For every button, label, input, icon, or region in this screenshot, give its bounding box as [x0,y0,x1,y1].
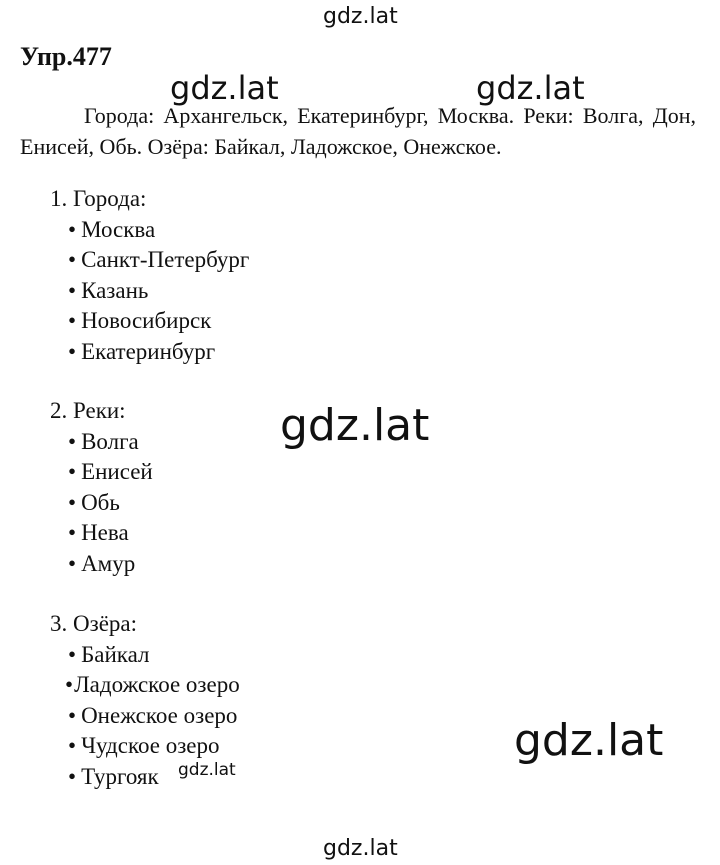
list-item-label: Казань [81,277,149,303]
list-item [50,670,240,701]
list-item-label: Москва [81,216,156,242]
bullet-glyph: • [68,763,77,789]
list-item-label: Нева [81,520,129,545]
watermark-middle: gdz.lat [280,400,430,451]
bullet-glyph: • [68,733,77,758]
bullet-glyph: • [68,428,77,454]
bullet-glyph: • [65,672,74,697]
list-item-label: Екатеринбург [81,338,216,364]
list-item-label: Чудское озеро [81,733,220,758]
watermark-header-right: gdz.lat [476,69,585,107]
list-item-label: Тургояк [81,763,159,789]
list-item-label: Байкал [81,641,150,667]
watermark-bottom-right: gdz.lat [514,715,664,766]
section-heading: 2. Реки: [50,398,126,423]
watermark-footer: gdz.lat [323,836,398,861]
list-item [50,306,249,337]
list-item-label: Волга [81,428,139,454]
list-item-label: Енисей [81,459,153,484]
list-item-label: Обь [81,489,120,515]
bullet-glyph: • [68,489,77,515]
bullet-glyph: • [68,702,77,728]
list-item-label: Новосибирск [81,308,212,333]
exercise-intro: Города: Архангельск, Екатеринбург, Москва. Реки: Волга, Дон, Енисей, Обь. Озёра: Байкал, Ладожское, Онежское. [20,103,696,159]
bullet-glyph: • [68,338,77,364]
list-item-label: Онежское озеро [81,702,238,728]
list-item-label: Санкт-Петербург [81,247,250,272]
list-item [50,549,153,580]
section-rivers [50,396,153,579]
list-item [50,701,240,732]
list-item [50,276,249,307]
bullet-glyph: • [68,247,77,272]
bullet-glyph: • [68,520,77,545]
list-item-label: Ладожское озеро [74,672,240,697]
list-item [50,245,249,276]
section-heading: 1. Города: [50,186,147,211]
list-item-label: Амур [81,550,136,576]
bullet-glyph: • [68,216,77,242]
watermark-top: gdz.lat [323,4,398,29]
bullet-glyph: • [68,308,77,333]
list-item [50,427,153,458]
section-heading: 3. Озёра: [50,611,138,636]
list-item [50,518,153,549]
watermark-header-left: gdz.lat [170,69,279,107]
bullet-glyph: • [68,641,77,667]
watermark-inline-small: gdz.lat [178,760,236,780]
section-cities [50,184,249,367]
list-item [50,731,240,762]
bullet-glyph: • [68,277,77,303]
list-item [50,488,153,519]
exercise-title: Упр.477 [20,42,112,71]
list-item [50,457,153,488]
list-item [50,640,240,671]
bullet-glyph: • [68,550,77,576]
bullet-glyph: • [68,459,77,484]
list-item [50,215,249,246]
list-item [50,337,249,368]
